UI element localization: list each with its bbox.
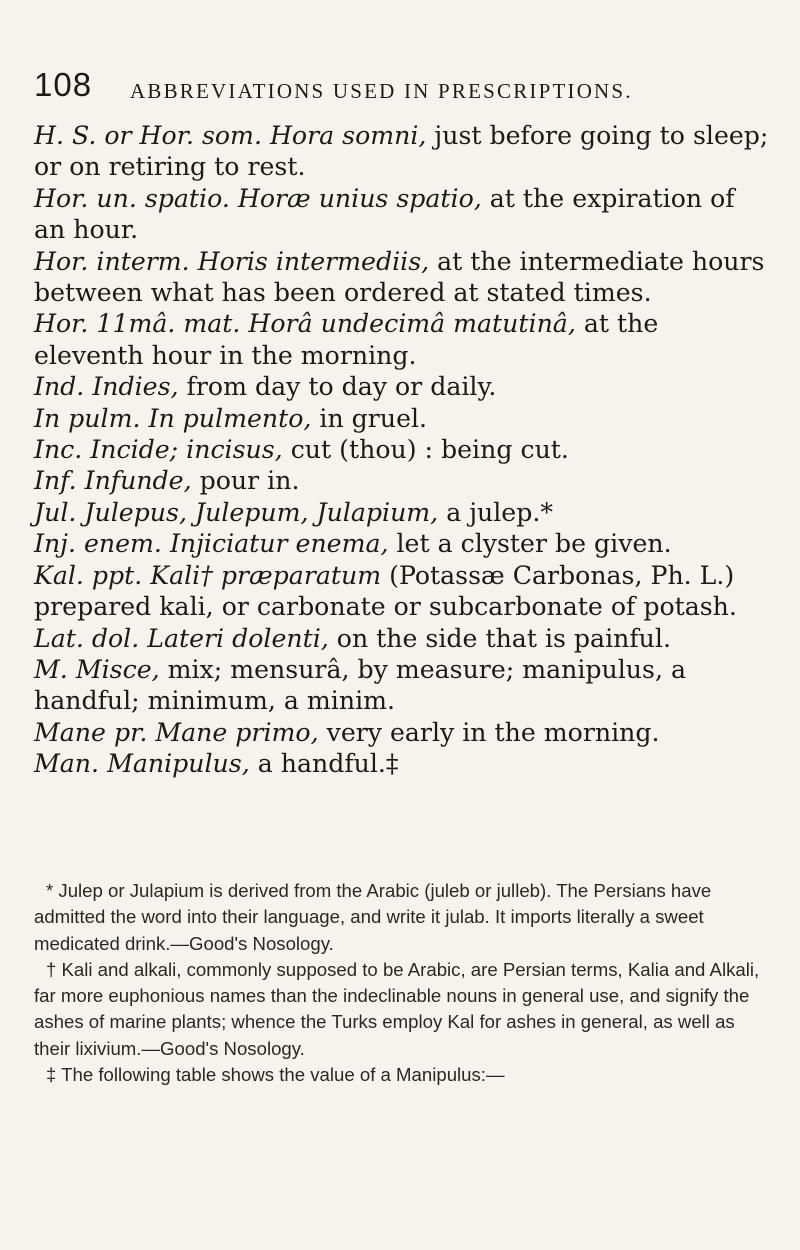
- entry-abbr: Mane pr.: [34, 717, 148, 747]
- entry-full: Horæ unius spatio,: [237, 183, 482, 213]
- entry-abbr: Lat. dol.: [34, 623, 140, 653]
- entry-definition: at the intermediate hours between what has been ordered at stated times.: [34, 246, 765, 308]
- entry-hora-somni: [34, 120, 770, 183]
- footnote-manipulus: ‡ The following table shows the value of a Manipulus:—: [46, 1064, 505, 1086]
- entry-definition: (Potassæ Carbonas, Ph. L.) prepared kali, or carbonate or subcarbonate of potash.: [34, 560, 737, 622]
- entry-abbr: Hor. un. spatio.: [34, 183, 230, 213]
- entry-definition: let a clyster be given.: [388, 529, 672, 559]
- entry-definition: very early in the morning.: [318, 717, 660, 747]
- entry-definition: cut (thou) : being cut.: [282, 435, 569, 465]
- page-header: [34, 66, 774, 104]
- entry-incide: [34, 434, 770, 465]
- entry-definition: at the eleventh hour in the morning.: [34, 309, 659, 370]
- entry-abbr: H. S. or Hor. som.: [34, 121, 262, 150]
- entry-abbr: Hor. interm.: [34, 246, 190, 276]
- entry-definition: in gruel.: [311, 403, 428, 433]
- entry-abbr: M.: [34, 654, 68, 684]
- entry-abbr: Man.: [34, 749, 100, 779]
- entry-definition: a handful.‡: [249, 749, 399, 779]
- entry-definition: a julep.*: [438, 497, 553, 527]
- entry-definition: on the side that is painful.: [328, 623, 671, 653]
- entry-full: Infunde,: [84, 466, 192, 496]
- entry-abbr: Inj. enem.: [34, 529, 162, 559]
- entry-mane-primo: [34, 717, 770, 748]
- entry-full: Lateri dolenti,: [147, 623, 329, 653]
- entry-full: In pulmento,: [148, 403, 312, 433]
- entry-definition: just before going to sleep; or on retiring to rest.: [34, 121, 769, 182]
- entry-full: Horis intermediis,: [197, 246, 430, 276]
- entry-full: Mane primo,: [155, 717, 319, 747]
- entry-julepus: [34, 497, 770, 528]
- entry-lateri-dolenti: [34, 623, 770, 654]
- entry-injiciatur: [34, 528, 770, 559]
- entry-full: Hora somni,: [269, 121, 427, 150]
- entry-full: Indies,: [92, 372, 179, 402]
- entry-full: Manipulus,: [107, 749, 250, 779]
- entry-misce: [34, 654, 770, 717]
- entry-full: Incide; incisus,: [90, 435, 283, 465]
- page-number: 108: [34, 66, 93, 103]
- entry-full: Misce,: [75, 654, 160, 684]
- entry-abbr: Inf.: [34, 466, 77, 496]
- entry-definition: pour in.: [191, 466, 300, 496]
- entry-in-pulmento: [34, 403, 770, 434]
- entry-abbr: Jul.: [34, 497, 77, 527]
- footnote-julep: * Julep or Julapium is derived from the Arabic (juleb or julleb). The Persians have admitted the word into their language, and write it julab. It imports literally a sweet medicated drink.—Good's Nosology.: [34, 880, 712, 954]
- footnotes: [34, 878, 770, 1088]
- running-head: ABBREVIATIONS USED IN PRESCRIPTIONS.: [130, 79, 633, 103]
- entry-full: Julepus, Julepum, Julapium,: [84, 497, 439, 527]
- abbreviation-list: [34, 120, 770, 780]
- entry-horae-unius: [34, 183, 770, 246]
- entry-abbr: Kal. ppt.: [34, 560, 143, 590]
- entry-indies: [34, 371, 770, 402]
- entry-abbr: In pulm.: [34, 403, 141, 433]
- footnote-kali: † Kali and alkali, commonly supposed to be Arabic, are Persian terms, Kalia and Alkali, far more euphonious names than the indeclinable nouns in general use, and signify the ashes of marine plants; whence the Turks employ Kal for ashes in general, as well as their lixivium.—Good's Nosology.: [34, 958, 760, 1059]
- entry-manipulus: [34, 748, 770, 779]
- entry-abbr: Hor. 11mâ. mat.: [34, 309, 241, 339]
- entry-full: Horâ undecimâ matutinâ,: [248, 309, 576, 339]
- entry-abbr: Inc.: [34, 435, 83, 465]
- entry-full: Kali† præparatum: [150, 560, 382, 590]
- entry-full: Injiciatur enema,: [169, 529, 389, 559]
- entry-kali: [34, 560, 770, 623]
- entry-hora-undecima: [34, 308, 770, 371]
- entry-definition: at the expiration of an hour.: [34, 183, 735, 245]
- entry-definition: from day to day or daily.: [178, 372, 497, 402]
- entry-definition: mix; mensurâ, by measure; manipulus, a handful; minimum, a minim.: [34, 654, 686, 716]
- entry-infunde: [34, 465, 770, 496]
- entry-horis-intermediis: [34, 246, 770, 309]
- entry-abbr: Ind.: [34, 372, 85, 402]
